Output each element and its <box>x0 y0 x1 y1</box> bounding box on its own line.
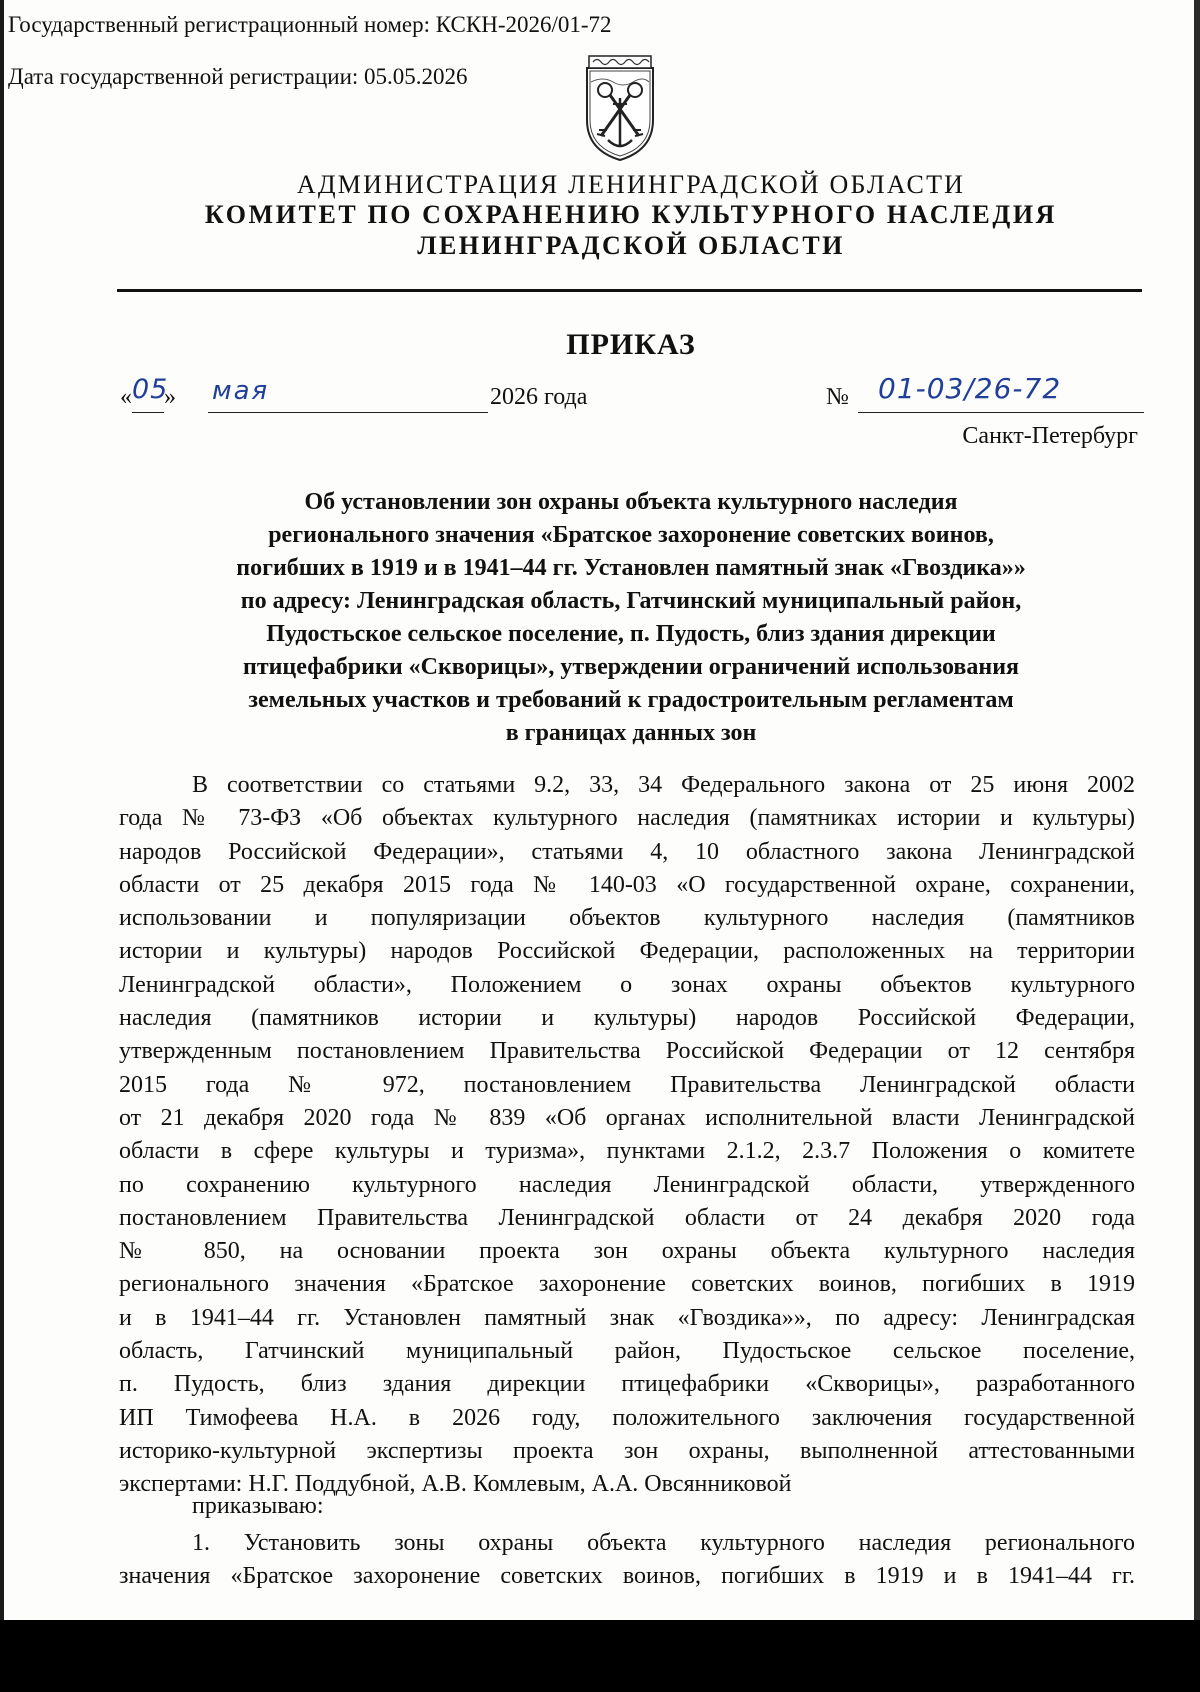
body-line: и в 1941–44 гг. Установлен памятный знак «Гвоздика»», по адресу: Ленинградская <box>119 1304 1135 1331</box>
handwritten-order-number: 01-03/26-72 <box>878 372 1062 405</box>
body-line: п. Пудость, близ здания дирекции птицефабрики «Скворицы», разработанного <box>119 1371 1135 1398</box>
order-date <box>120 374 588 414</box>
registration-number: Государственный регистрационный номер: КСКН-2026/01-72 <box>8 12 612 37</box>
subject-line: погибших в 1919 и в 1941–44 гг. Установлен памятный знак «Гвоздика»» <box>236 555 1026 581</box>
body-line: народов Российской Федерации», статьями 4, 10 областного закона Ленинградской <box>119 838 1135 865</box>
subject-line: в границах данных зон <box>505 720 757 746</box>
body-line: утвержденным постановлением Правительства Российской Федерации от 12 сентября <box>119 1038 1135 1065</box>
order-year: 2026 года <box>490 384 588 410</box>
handwritten-day: 05 <box>132 374 169 405</box>
body-line: историко-культурной экспертизы проекта зон охраны, выполненной аттестованными <box>119 1437 1135 1464</box>
order-city: Санкт-Петербург <box>962 423 1138 449</box>
body-line: область, Гатчинский муниципальный район, Пудостьское сельское поселение, <box>119 1338 1135 1365</box>
body-line: ИП Тимофеева Н.А. в 2026 году, положительного заключения государственной <box>119 1404 1135 1431</box>
number-underline <box>858 412 1144 413</box>
scan-bottom-band <box>0 1620 1200 1692</box>
body-line: В соответствии со статьями 9.2, 33, 34 Федерального закона от 25 июня 2002 <box>192 772 1135 798</box>
order-item-1 <box>119 1527 1135 1594</box>
handwritten-month: мая <box>212 376 270 406</box>
subject-line: Пудостьское сельское поселение, п. Пудость, близ здания дирекции <box>266 621 996 647</box>
committee-header-region: ЛЕНИНГРАДСКОЙ ОБЛАСТИ <box>417 231 845 260</box>
committee-header: КОМИТЕТ ПО СОХРАНЕНИЮ КУЛЬТУРНОГО НАСЛЕДИЯ <box>204 200 1058 229</box>
subject-line: Об установлении зон охраны объекта культурного наследия <box>304 489 958 515</box>
number-sign: № <box>826 384 849 410</box>
body-line: регионального значения «Братское захоронение советских воинов, погибших в 1919 <box>119 1271 1135 1298</box>
item-line: 1. Установить зоны охраны объекта культурного наследия регионального <box>192 1530 1135 1556</box>
order-directive: приказываю: <box>192 1493 324 1519</box>
subject-line: регионального значения «Братское захоронение советских воинов, <box>268 522 994 548</box>
leningrad-oblast-coat-of-arms-icon <box>583 54 657 162</box>
month-underline <box>208 412 488 413</box>
body-line: истории и культуры) народов Российской Федерации, расположенных на территории <box>119 938 1135 965</box>
day-underline <box>132 412 164 413</box>
date-quote-close: » <box>164 384 176 410</box>
administration-header: АДМИНИСТРАЦИЯ ЛЕНИНГРАДСКОЙ ОБЛАСТИ <box>296 170 966 199</box>
body-line: 2015 года № 972, постановлением Правительства Ленинградской области <box>119 1071 1135 1098</box>
body-line: по сохранению культурного наследия Ленинградской области, утвержденного <box>119 1171 1135 1198</box>
item-line: значения «Братское захоронение советских воинов, погибших в 1919 и в 1941–44 гг. <box>119 1563 1135 1590</box>
body-line: области в сфере культуры и туризма», пунктами 2.1.2, 2.3.7 Положения о комитете <box>119 1138 1135 1165</box>
body-line: Ленинградской области», Положением о зонах охраны объектов культурного <box>119 971 1135 998</box>
order-title: ПРИКАЗ <box>566 328 696 361</box>
body-line: экспертами: Н.Г. Поддубной, А.В. Комлевым, А.А. Овсянниковой <box>119 1471 792 1498</box>
order-subject <box>100 486 1162 750</box>
subject-line: земельных участков и требований к градостроительным регламентам <box>248 687 1014 713</box>
preamble-paragraph <box>119 769 1135 1502</box>
date-quote-open: « <box>120 384 132 410</box>
body-line: постановлением Правительства Ленинградской области от 24 декабря 2020 года <box>119 1204 1135 1231</box>
body-line: наследия (памятников истории и культуры) народов Российской Федерации, <box>119 1005 1135 1032</box>
body-line: использовании и популяризации объектов культурного наследия (памятников <box>119 905 1135 932</box>
order-number <box>826 372 1146 416</box>
subject-line: по адресу: Ленинградская область, Гатчинский муниципальный район, <box>240 588 1022 614</box>
body-line: области от 25 декабря 2015 года № 140-03 «О государственной охране, сохранении, <box>119 871 1135 898</box>
body-line: № 850, на основании проекта зон охраны объекта культурного наследия <box>119 1238 1135 1265</box>
subject-line: птицефабрики «Скворицы», утверждении ограничений использования <box>242 654 1019 680</box>
header-divider <box>117 289 1142 292</box>
body-line: года № 73-ФЗ «Об объектах культурного наследия (памятниках истории и культуры) <box>119 805 1135 832</box>
body-line: от 21 декабря 2020 года № 839 «Об органах исполнительной власти Ленинградской <box>119 1104 1135 1131</box>
registration-date: Дата государственной регистрации: 05.05.2026 <box>8 64 468 89</box>
